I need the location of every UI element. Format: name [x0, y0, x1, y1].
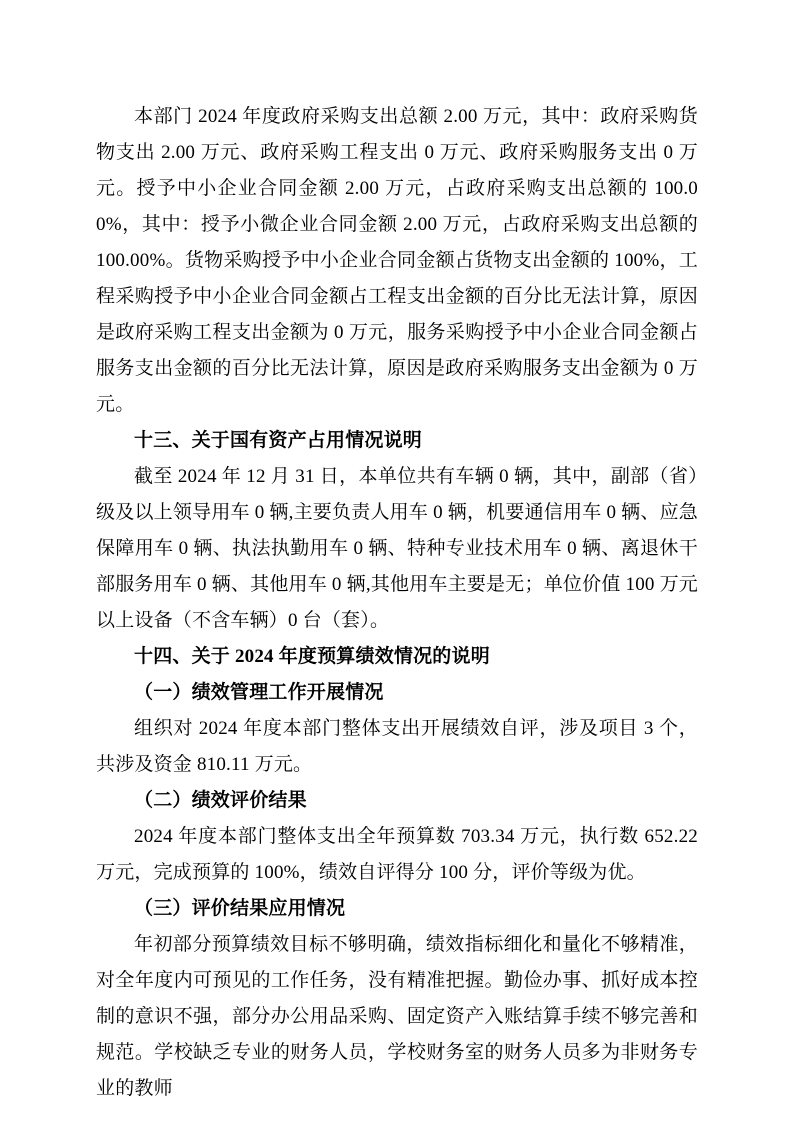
heading-section-13-state-assets: 十三、关于国有资产占用情况说明 — [134, 430, 423, 451]
heading-section-14-budget-performance: 十四、关于 2024 年度预算绩效情况的说明 — [134, 646, 490, 667]
subheading-evaluation-results: （二）绩效评价结果 — [134, 790, 307, 811]
subheading-performance-management: （一）绩效管理工作开展情况 — [134, 682, 384, 703]
subheading-results-application: （三）评价结果应用情况 — [134, 898, 346, 919]
paragraph-results-application-detail: 年初部分预算绩效目标不够明确，绩效指标细化和量化不够精准，对全年度内可预见的工作任务，没有精准把握。勤俭办事、抓好成本控制的意识不强，部分办公用品采购、固定资产入账结算手续不够完善和规范。学校缺乏专业的财务人员，学校财务室的财务人员多为非财务专业的教师 — [96, 934, 698, 1099]
paragraph-performance-management-detail: 组织对 2024 年度本部门整体支出开展绩效自评，涉及项目 3 个，共涉及资金 810.11 万元。 — [96, 718, 698, 775]
paragraph-state-assets-detail: 截至 2024 年 12 月 31 日，本单位共有车辆 0 辆，其中，副部（省）级及以上领导用车 0 辆,主要负责人用车 0 辆，机要通信用车 0 辆、应急保障用车 0 辆、执法执勤用车 0 辆、特种专业技术用车 0 辆、离退休干部服务用车 0 辆、其他用车 0 辆,其他用车主要是无；单位价值 100 万元以上设备（不含车辆）0 台（套）。 — [96, 466, 698, 631]
paragraph-evaluation-results-detail: 2024 年度本部门整体支出全年预算数 703.34 万元，执行数 652.22 万元，完成预算的 100%，绩效自评得分 100 分，评价等级为优。 — [96, 826, 698, 883]
paragraph-procurement-summary: 本部门 2024 年度政府采购支出总额 2.00 万元，其中：政府采购货物支出 2.00 万元、政府采购工程支出 0 万元、政府采购服务支出 0 万元。授予中小企业合同金额 2.00 万元，占政府采购支出总额的 100.00%，其中：授予小微企业合同金额 2.00 万元，占政府采购支出总额的 100.00%。货物采购授予中小企业合同金额占货物支出金额的 100%，工程采购授予中小企业合同金额占工程支出金额的百分比无法计算，原因是政府采购工程支出金额为 0 万元，服务采购授予中小企业合同金额占服务支出金额的百分比无法计算，原因是政府采购服务支出金额为 0 万元。 — [96, 106, 698, 415]
